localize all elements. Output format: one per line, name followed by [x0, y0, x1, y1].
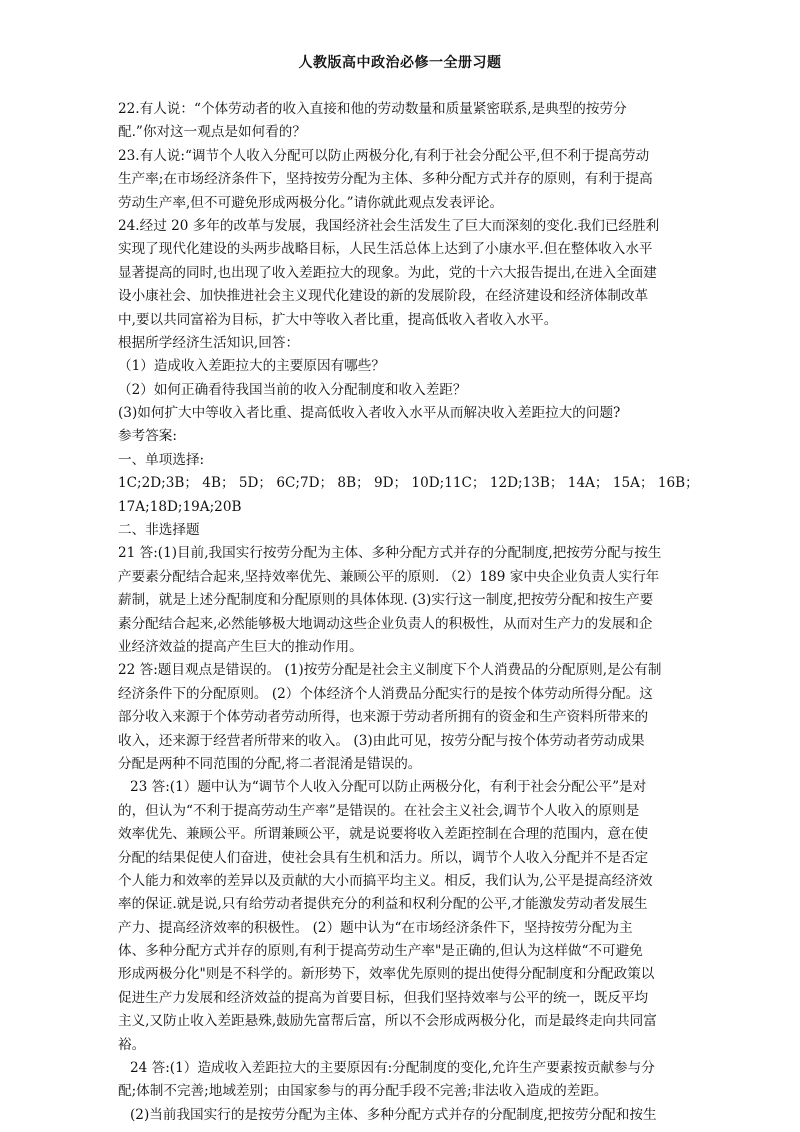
text-line: (3)如何扩大中等收入者比重、提高低收入者收入水平从而解决收入差距拉大的问题? — [118, 405, 621, 422]
text-line: 根据所学经济生活知识,回答： — [118, 334, 300, 351]
text-line: 22 答:题目观点是错误的。 (1)按劳分配是社会主义制度下个人消费品的分配原则,是公有制 — [118, 662, 662, 679]
text-line: 22.有人说：“个体劳动者的收入直接和他的劳动数量和质量紧密联系,是典型的按劳分 — [118, 101, 627, 117]
text-line: 收入，还来源于经营者所带来的收入。 (3)由此可见，按劳分配与按个体劳动者劳动成果 — [118, 732, 645, 749]
text-line: 23 答:(1）题中认为“调节个人收入分配可以防止两极分化，有利于社会分配公平”是对 — [130, 779, 647, 796]
text-line: 设小康社会、加快推进社会主义现代化建设的新的发展阶段，在经济建设和经济体制改革 — [118, 288, 649, 305]
text-line: 配.”你对这一观点是如何看的？ — [118, 124, 306, 141]
text-line: 实现了现代化建设的头两步战略目标，人民生活总体上达到了小康水平.但在整体收入水平 — [118, 241, 653, 258]
text-line: 21 答:(1)目前,我国实行按劳分配为主体、多种分配方式并存的分配制度,把按劳分配与按生 — [118, 545, 662, 562]
text-line: 二、非选择题 — [118, 522, 200, 539]
page-title: 人教版高中政治必修一全册习题 — [298, 55, 502, 71]
text-line: 经济条件下的分配原则。 (2）个体经济个人消费品分配实行的是按个体劳动所得分配。这 — [118, 685, 653, 702]
document-body — [118, 98, 699, 1127]
text-line: 率的保证.就是说,只有给劳动者提供充分的利益和权利分配的公平,才能激发劳动者发展生 — [118, 896, 648, 913]
text-line: 中,要以共同富裕为目标，扩大中等收入者比重，提高低收入者收入水平。 — [118, 311, 558, 328]
text-line: 产力、提高经济效率的积极性。 (2）题中认为“在市场经济条件下，坚持按劳分配为主 — [118, 919, 633, 936]
text-line: 配;体制不完善;地域差别；由国家参与的再分配手段不完善;非法收入造成的差距。 — [118, 1083, 608, 1100]
text-line: 生产率;在市场经济条件下，坚持按劳分配为主体、多种分配方式并存的原则，有利于提高 — [118, 171, 653, 188]
text-line: 薪制，就是上述分配制度和分配原则的具体体现. (3)实行这一制度,把按劳分配和按生产要 — [118, 592, 654, 609]
text-line: （1）造成收入差距拉大的主要原因有哪些？ — [118, 358, 385, 375]
text-line: 个人能力和效率的差异以及贡献的大小而搞平均主义。相反，我们认为,公平是提高经济效 — [118, 872, 653, 889]
text-line: （2）如何正确看待我国当前的收入分配制度和收入差距？ — [118, 381, 467, 398]
text-line: 的，但认为“不利于提高劳动生产率”是错误的。在社会主义社会,调节个人收入的原则是 — [118, 802, 640, 819]
text-line: 分配是两种不同范围的分配,将二者混淆是错误的。 — [118, 755, 422, 772]
text-line: (2)当前我国实行的是按劳分配为主体、多种分配方式并存的分配制度,把按劳分配和按生 — [130, 1106, 657, 1123]
text-line: 24.经过 20 多年的改革与发展，我国经济社会生活发生了巨大而深刻的变化.我们已经胜利 — [118, 217, 660, 234]
text-line: 分配的结果促使人们奋进，使社会具有生机和活力。所以，调节个人收入分配并不是否定 — [118, 849, 649, 866]
text-line: 业经济效益的提高产生巨大的推动作用。 — [118, 638, 363, 655]
text-line: 裕。 — [118, 1036, 146, 1053]
text-line: 产要素分配结合起来,坚持效率优先、兼顾公平的原则. （2）189 家中央企业负责人实行年 — [118, 568, 660, 585]
text-line: 效率优先、兼顾公平。所谓兼顾公平，就是说要将收入差距控制在合理的范围内，意在使 — [118, 826, 649, 843]
text-line: 17A;18D;19A;20B — [118, 498, 242, 515]
text-line: 素分配结合起来,必然能够极大地调动这些企业负责人的积极性，从而对生产力的发展和企 — [118, 615, 653, 632]
text-line: 参考答案: — [118, 428, 177, 445]
text-line: 1C;2D;3B； 4B； 5D； 6C;7D； 8B； 9D； 10D;11C； 12D;13B； 14A； 15A； 16B； — [118, 475, 699, 492]
text-line: 主义,又防止收入差距悬殊,鼓励先富帮后富，所以不会形成两极分化，而是最终走向共同富 — [118, 1013, 657, 1030]
text-line: 23.有人说:“调节个人收入分配可以防止两极分化,有利于社会分配公平,但不利于提高劳动 — [118, 147, 650, 164]
text-line: 一、单项选择: — [118, 451, 205, 468]
text-line: 体、多种分配方式并存的原则,有利于提高劳动生产率"是正确的,但认为这样做“不可避免 — [118, 943, 643, 960]
text-line: 显著提高的同时,也出现了收入差距拉大的现象。为此，党的十六大报告提出,在进入全面建 — [118, 264, 657, 281]
text-line: 部分收入来源于个体劳动者劳动所得，也来源于劳动者所拥有的资金和生产资料所带来的 — [118, 709, 649, 726]
text-line: 劳动生产率,但不可避免形成两极分化。”请你就此观点发表评论。 — [118, 194, 504, 211]
text-line: 24 答:(1）造成收入差距拉大的主要原因有:分配制度的变化,允许生产要素按贡献参与分 — [130, 1060, 655, 1077]
text-line: 形成两极分化"则是不科学的。新形势下，效率优先原则的提出使得分配制度和分配政策以 — [118, 966, 655, 983]
text-line: 促进生产力发展和经济效益的提高为首要目标，但我们坚持效率与公平的统一，既反平均 — [118, 989, 649, 1006]
